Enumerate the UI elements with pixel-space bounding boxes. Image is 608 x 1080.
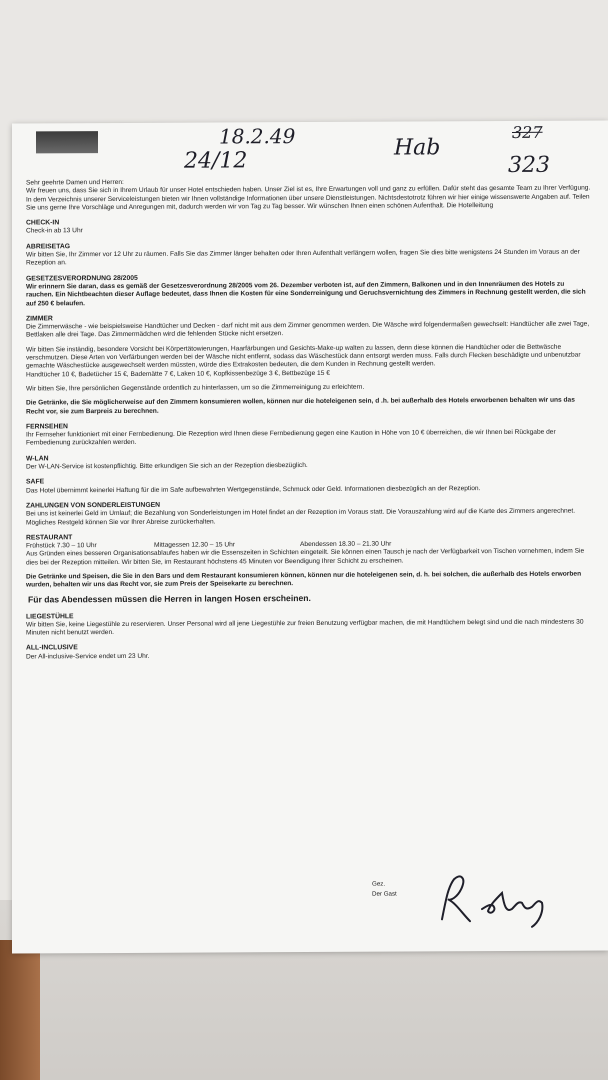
linen-prices: Handtücher 10 €, Badetücher 15 €, Bademätte 7 €, Laken 10 €, Kopfkissenbezüge 3 €, Bettbezüge 15 € [26, 369, 330, 379]
intro-text: Wir freuen uns, dass Sie sich in Ihrem Urlaub für unser Hotel entschieden haben. Unser Ziel ist es, Ihre Erwartungen voll und ganz zu erfüllen. Dafür steht das gesamte Team zu Ihrer Verfügung. In dem Verzeichnis unserer Serviceleistungen bieten wir Ihnen vollständige Informationen über unsere Dienstleistungen. Nichtsdestotrotz führen wir hier einige wissenswerte Angaben auf. Teilen Sie uns gerne Ihre Vorschläge und Anregungen mit, dadurch werden wir von Tag zu Tag besser. Wir wünschen Ihnen einen schönen Aufenthalt. Die Hotelleitung [26, 184, 591, 212]
lunch-time: Mittagessen 12.30 – 15 Uhr [154, 541, 236, 549]
info-sheet [12, 120, 608, 953]
section-text: Die Getränke und Speisen, die Sie in den Bars und dem Restaurant konsumieren können, können nur die hoteleigenen sein, d. h. bei solchen, die außerhalb des Hotels erworben wurden, behalten wir uns das Recht vor, sie zum Preis der Speisekarte zu berechnen. [26, 570, 582, 589]
abreise-section [26, 240, 592, 268]
handwritten-crossed-number: 327 [512, 122, 543, 142]
section-text: Bei uns ist keinerlei Geld im Umlauf; die Bezahlung von Sonderleistungen im Hotel findet an der Rezeption im Voraus statt. Die Vorauszahlung wird auf die Karte des Zimmers angerechnet. Mögliches Restgeld können Sie vor Ihrer Abreise zurückerhalten. [26, 507, 576, 526]
section-text: Der W-LAN-Service ist kostenpflichtig. Bitte erkundigen Sie sich an der Rezeption diesbezüglich. [26, 462, 308, 471]
section-heading: ZIMMER [26, 315, 53, 323]
section-text: Ihr Fernseher funktioniert mit einer Fernbedienung. Die Rezeption wird Ihnen diese Fernbedienung gegen eine Kaution in Höhe von 10 € überreichen, die wir Ihnen bei Rückgabe der Fernbedienung zurückzahlen werden. [26, 428, 556, 447]
section-heading: ALL-INCLUSIVE [26, 644, 78, 652]
handwritten-note: 18.2.49 [219, 124, 296, 149]
section-text: Wir erinnern Sie daran, dass es gemäß der Gesetzesverordnung 28/2005 vom 26. Dezember verboten ist, auf den Zimmern, Balkonen und in den Innenräumen des Hotels zu rauchen. Ein Nichtbeachten dieser Auflage bedeutet, dass Ihnen die Kosten für eine Sonderreinigung und Geruchsvernichtung des Zimmers in Rechnung gestellt werden, die sich auf 250 € belaufen. [26, 280, 586, 308]
section-text: Check-in ab 13 Uhr [26, 227, 83, 235]
checkin-section [26, 217, 592, 237]
wood-edge [0, 940, 40, 1080]
section-heading: ZAHLUNGEN VON SONDERLEISTUNGEN [26, 501, 161, 510]
handwritten-room-number: 323 [508, 152, 550, 178]
section-heading: FERNSEHEN [26, 423, 68, 431]
handwritten-date: 24/12 [184, 148, 248, 174]
section-heading: SAFE [26, 478, 45, 486]
section-text: Wir bitten Sie inständig, besondere Vorsicht bei Körpertätowierungen, Haarfärbungen und Gesichts-Make-up walten zu lassen, denn diese können die Handtücher oder die Bettwäsche verschmutzen. Diese Arten von Verfärbungen werden bei der Wäsche nicht entfernt, sodass das Wäschestück dann entsorgt werden muss. Falls durch Flecken beschädigte und unbenutzbar gemachte Wäschestücke ausgewechselt werden müssten, würde dies Extrakosten bedeuten, die dem Kunden in Rechnung gestellt werden. [26, 343, 581, 370]
section-heading: LIEGESTÜHLE [26, 612, 74, 621]
zimmer-section [26, 312, 592, 416]
section-text: Das Hotel übernimmt keinerlei Haftung für die im Safe aufbewahrten Wertgegenstände, Schmuck oder Geld. Informationen diesbezüglich an der Rezeption. [26, 484, 481, 495]
section-heading: W-LAN [26, 455, 49, 463]
signature-labels [372, 880, 397, 900]
section-heading: GESETZESVERORDNUNG 28/2005 [26, 274, 138, 283]
fernsehen-section [26, 420, 592, 448]
section-text: Die Zimmerwäsche - wie beispielsweise Handtücher und Decken - darf nicht mit aus dem Zimmer genommen werden. Die Wäsche wird folgendermaßen gewechselt: Handtücher alle zwei Tage, Bettlaken alle drei Tage. Das Zimmermädchen wird die fehlenden Stücke nicht ersetzen. [26, 320, 590, 339]
document-body [26, 177, 592, 669]
wlan-section [26, 452, 592, 472]
handwritten-signature [432, 869, 572, 930]
dresscode-notice: Für das Abendessen müssen die Herren in langen Hosen erscheinen. [28, 592, 311, 605]
section-heading: ABREISETAG [26, 243, 71, 251]
safe-section [26, 476, 592, 496]
section-text: Der All-inclusive-Service endet um 23 Uhr. [26, 652, 150, 661]
guest-label: Der Gast [372, 890, 397, 898]
gez-label: Gez. [372, 880, 386, 888]
zahlungen-section [26, 499, 592, 527]
section-text: Die Getränke, die Sie möglicherweise auf den Zimmern konsumieren wollen, können nur die hoteleigenen sein, d .h. bei außerhalb des Hotels erworbenen behalten wir uns das Recht vor, sie zum Barpreis zu berechnen. [26, 396, 575, 416]
section-heading: RESTAURANT [26, 534, 73, 542]
allinclusive-section [26, 642, 592, 662]
intro-section [26, 177, 592, 213]
hotel-logo [36, 131, 98, 153]
section-text: Aus Gründen eines besseren Organisationsablaufes haben wir die Essenszeiten in Schichten eingeteilt. Sie können einen Tausch je nach der Verfügbarkeit von Tischen vornehmen, indem Sie dies bei der Rezeption mitteilen. Wir bitten Sie, im Restaurant höchstens 45 Minuten vor Beendigung Ihrer Schicht zu erscheinen. [26, 547, 585, 567]
section-text: Wir bitten Sie, Ihre persönlichen Gegenstände ordentlich zu hinterlassen, um so die Zimmerreinigung zu erleichtern. [26, 383, 365, 393]
liegestuehle-section [26, 610, 592, 638]
section-heading: CHECK-IN [26, 219, 60, 227]
section-text: Wir bitten Sie, keine Liegestühle zu reservieren. Unser Personal wird all jene Liegestühle zur freien Benutzung verfügbar machen, die mit Handtüchern belegt sind und die nach mindestens 30 Minuten nicht benutzt werden. [26, 618, 584, 637]
restaurant-section [26, 531, 592, 605]
handwritten-hab: Hab [394, 135, 441, 161]
breakfast-time: Frühstück 7.30 – 10 Uhr [26, 542, 97, 550]
dinner-time: Abendessen 18.30 – 21.30 Uhr [300, 540, 392, 549]
section-text: Wir bitten Sie, Ihr Zimmer vor 12 Uhr zu räumen. Falls Sie das Zimmer länger behalten oder Ihren Aufenthalt verlängern wollen, fragen Sie dies bitte wenigstens 24 Stunden im Voraus an der Rezeption an. [26, 248, 580, 267]
gesetz-section [26, 272, 592, 308]
salutation: Sehr geehrte Damen und Herren: [26, 178, 124, 187]
